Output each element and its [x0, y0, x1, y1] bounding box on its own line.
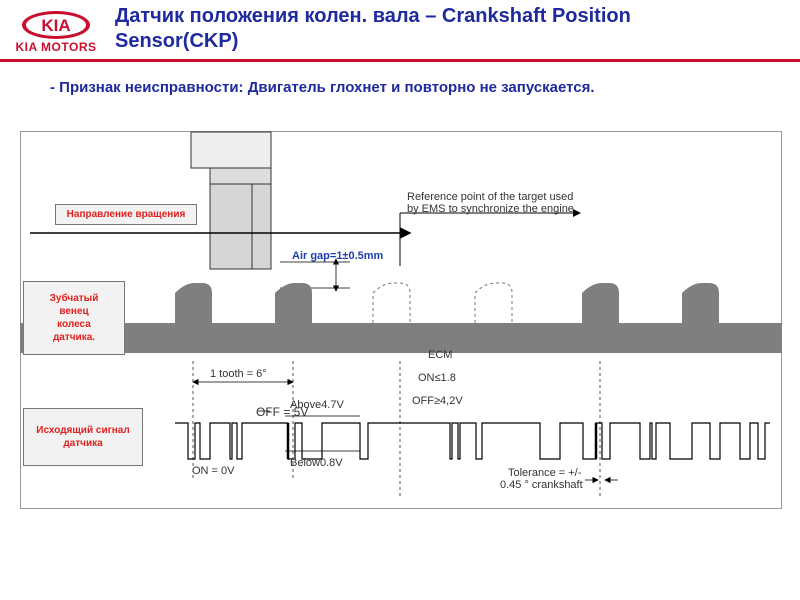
reference-point-text [407, 191, 574, 215]
svg-text:KIA: KIA [41, 16, 71, 35]
tone-wheel-label-4: датчика. [52, 332, 96, 343]
on-threshold-label: ON≤1.8 [418, 372, 456, 384]
tone-wheel-label-2: венец [59, 306, 89, 317]
page-title [115, 4, 775, 54]
on-0v-label: ON = 0V [192, 465, 235, 477]
title-line-2: Sensor(CKP) [115, 30, 239, 52]
ecm-label: ECM [428, 349, 453, 361]
header-divider [0, 59, 800, 62]
below-threshold-label: Below0.8V [290, 457, 343, 469]
brand-name: KIA MOTORS [15, 40, 97, 54]
off-threshold-label: OFF≥4,2V [412, 395, 463, 407]
tooth-pitch-label: 1 tooth = 6° [210, 368, 267, 380]
tooth [175, 283, 212, 323]
output-signal-label-2: датчика [63, 438, 103, 449]
symptom-text: - Признак неисправности: Двигатель глохнет и повторно не запускается. [50, 79, 595, 96]
off-5v-label: OFF = 5V [256, 405, 309, 419]
reference-line-2: by EMS to synchronize the engine [407, 203, 574, 215]
title-line-1: Датчик положения колен. вала – Crankshaft Position [115, 5, 631, 27]
tooth [682, 283, 719, 323]
tone-wheel-label [23, 281, 125, 355]
output-signal-label [23, 408, 143, 466]
tone-wheel-label-3: колеса [57, 319, 91, 330]
ckp-diagram [20, 131, 782, 509]
reference-line-1: Reference point of the target used [407, 191, 574, 203]
tone-wheel-label-1: Зубчатый [49, 293, 99, 304]
tooth [582, 283, 619, 323]
tooth [275, 283, 312, 323]
tolerance-line-2: 0.45 ° crankshaft [500, 479, 583, 491]
air-gap-label: Air gap=1±0.5mm [292, 250, 384, 262]
tone-wheel-body [20, 323, 782, 353]
above-threshold-label: Above4.7V [290, 399, 344, 411]
rotation-direction-label: Направление вращения [55, 204, 197, 225]
tolerance-label [500, 467, 583, 491]
output-signal-label-1: Исходящий сигнал [36, 425, 130, 436]
tolerance-line-1: Tolerance = +/- [508, 467, 582, 479]
